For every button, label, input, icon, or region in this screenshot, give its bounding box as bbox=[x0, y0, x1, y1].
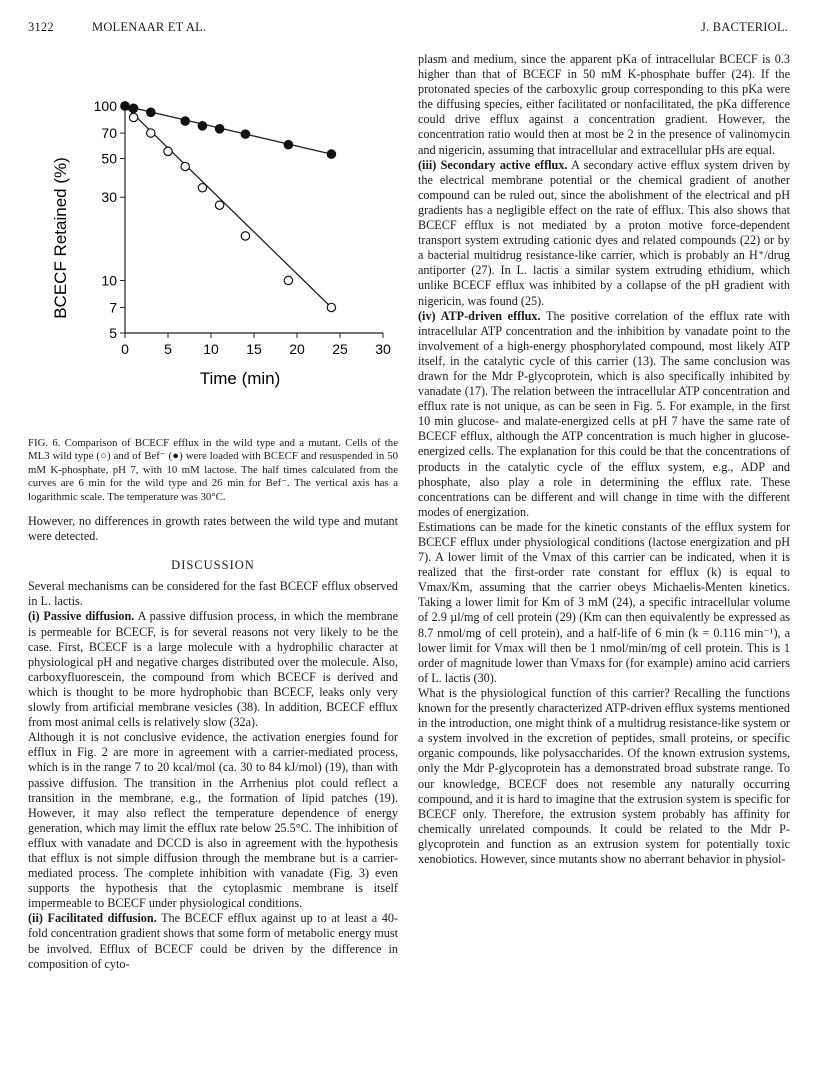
data-point-filled bbox=[241, 130, 249, 138]
x-tick-label: 25 bbox=[332, 341, 348, 357]
chart-axes bbox=[125, 106, 383, 333]
y-axis-label: BCECF Retained (%) bbox=[51, 157, 70, 319]
passive-text: A passive diffusion process, in which the membrane is permeable for BCECF, is for several reasons not very likely to be the case. First, BCECF is a large molecule with a hydrophilic character at physiological pH and negative charges distributed over the molecule. Also, carboxyfluorescein, the compound from which BCECF is derived and which is thought to be more hydrophobic than BCECF, leaks only very slowly from artificial membrane vesicles (38). In addition, BCECF efflux from most animal cells is relatively slow (32a). bbox=[28, 609, 398, 730]
data-point-filled bbox=[284, 141, 292, 149]
fit-line bbox=[125, 106, 331, 154]
data-point-filled bbox=[147, 108, 155, 116]
continued-paragraph: plasm and medium, since the apparent pKa of intracellular BCECF is 0.3 higher than that of BCECF in 50 mM K-phosphate buffer (24). If the protonated species of the carboxylic group corresponding to this pKa were the diffusing species, either facilitated or nonfacilitated, the pKa difference could drive efflux against a concentration gradient. However, the concentration ratio would then at most be 2 in the presence of valinomycin and nigericin, assuming that intracellular and extracellular pHs are equal. bbox=[418, 52, 790, 157]
secondary-text: A secondary active efflux system driven by the electrical membrane potential or the chemical gradient of another compound can be ruled out, since the abolishment of the electrical and pH gradients has a negligible effect on the rate of efflux. This also shows that BCECF efflux is not mediated by a proton motive force-dependent transport system extruding cationic dyes and related compounds (22) or by a bacterial multidrug resistance-like carrier, which is probably an H⁺/drug antiporter (27). In L. lactis a similar system extruding ethidium, which unlike BCECF efflux was inhibited by a collapse of the pH gradient with nigericin, was found (25). bbox=[418, 157, 791, 308]
facilitated-title: (ii) Facilitated diffusion. bbox=[28, 911, 157, 926]
data-point-filled bbox=[121, 102, 129, 110]
data-point-open bbox=[198, 184, 206, 192]
activation-paragraph: Although it is not conclusive evidence, the activation energies found for efflux in Fig. 2 are more in agreement with a carrier-mediated process, which is in the range 7 to 20 kcal/mol (ca. 30 to 84 kJ/mol) (19), than with passive diffusion. The transition in the Arrhenius plot could reflect a transition in the membrane, e.g., the formation of lipid patches (19). However, it may also reflect the temperature dependence of energy generation, which may limit the efflux rate below 25.5°C. The inhibition of efflux with vanadate and DCCD is also in agreement with the hypothesis that efflux is not simple diffusion through the membrane but is a carrier-mediated process. The complete inhibition with vanadate (Fig. 3) even supports the hypothesis that the cytoplasmic membrane is itself impermeable to BCECF under physiological conditions. bbox=[28, 730, 398, 911]
facilitated-text: The BCECF efflux against up to at least a 40-fold concentration gradient shows that some form of metabolic energy must be involved. Efflux of BCECF could be driven by the difference in composition of cyto- bbox=[28, 911, 398, 971]
facilitated-paragraph bbox=[28, 911, 398, 971]
fit-line bbox=[125, 106, 331, 308]
y-tick-label: 100 bbox=[93, 98, 117, 114]
right-column bbox=[418, 52, 790, 867]
running-authors: MOLENAAR ET AL. bbox=[92, 20, 207, 34]
data-point-open bbox=[284, 276, 292, 284]
data-point-open bbox=[215, 201, 223, 209]
x-tick-label: 15 bbox=[246, 341, 262, 357]
data-point-open bbox=[147, 129, 155, 137]
data-point-open bbox=[164, 147, 172, 155]
intro-paragraph: Several mechanisms can be considered for the fast BCECF efflux observed in L. lactis. bbox=[28, 579, 398, 609]
discussion-heading: DISCUSSION bbox=[171, 558, 255, 573]
left-column bbox=[28, 514, 398, 972]
data-point-filled bbox=[198, 122, 206, 130]
kinetics-paragraph: Estimations can be made for the kinetic constants of the efflux system for BCECF efflux under physiological conditions (lactose energization and pH 7). A lower limit of the Vmax of this carrier can be indicated, when it is realized that the first-order rate constant for efflux (k) is equal to Vmax/Km, assuming that the carrier obeys Michaelis-Menten kinetics. Taking a lower limit for Km of 3 mM (24), a specific intracellular volume of 2.9 µl/mg of cell protein (29) (Km can then equivalently be expressed as 8.7 nmol/mg of cell protein), and a half-life of 6 min (k = 0.116 min⁻¹), a lower limit for Vmax will then be 1 nmol/min/mg of cell protein. This is 1 order of magnitude lower than Vmaxs for (for example) amino acid carriers of L. lactis (30). bbox=[418, 519, 790, 685]
x-tick-label: 20 bbox=[289, 341, 305, 357]
figure-6-chart bbox=[28, 88, 400, 388]
data-point-filled bbox=[215, 125, 223, 133]
chart-fit-lines bbox=[125, 106, 331, 308]
atp-paragraph bbox=[418, 309, 790, 520]
atp-title: (iv) ATP-driven efflux. bbox=[418, 308, 541, 323]
y-tick-label: 10 bbox=[101, 272, 117, 289]
x-tick-label: 0 bbox=[121, 341, 129, 357]
data-point-filled bbox=[181, 117, 189, 125]
x-tick-label: 30 bbox=[375, 341, 391, 357]
data-point-open bbox=[241, 232, 249, 240]
function-paragraph: What is the physiological function of this carrier? Recalling the functions known for the presently characterized ATP-driven efflux systems mentioned in the introduction, one might think of a multidrug resistance-like system or a system involved in the excretion of peptides, small proteins, or specific organic compounds, like polysaccharides. Of the known extrusion systems, only the Mdr P-glycoprotein has a demonstrated broad substrate range. To our knowledge, BCECF does not resemble any naturally occurring compound, and it is hard to imagine that the extrusion system is specific for BCECF only. Therefore, the extrusion system probably has affinity for chemically unrelated compounds. It could be related to the Mdr P-glycoprotein and function as an extrusion system for potentially toxic xenobiotics. However, since mutants show no aberrant behavior in physiol- bbox=[418, 685, 790, 866]
y-tick-label: 7 bbox=[109, 299, 117, 316]
data-point-filled bbox=[327, 150, 335, 158]
x-tick-label: 10 bbox=[203, 341, 219, 357]
data-point-open bbox=[327, 303, 335, 311]
growth-paragraph: However, no differences in growth rates between the wild type and mutant were detected. bbox=[28, 514, 398, 544]
y-tick-label: 50 bbox=[101, 150, 117, 167]
data-point-open bbox=[181, 162, 189, 170]
y-tick-label: 30 bbox=[101, 189, 117, 206]
journal-name: J. BACTERIOL. bbox=[701, 20, 788, 34]
data-point-open bbox=[129, 113, 137, 121]
passive-paragraph bbox=[28, 609, 398, 730]
secondary-title: (iii) Secondary active efflux. bbox=[418, 157, 568, 172]
x-axis-label: Time (min) bbox=[199, 369, 281, 388]
atp-text: The positive correlation of the efflux rate with intracellular ATP concentration and the inhibition by vanadate point to the involvement of a high-energy phosphorylated compound, most likely ATP itself, in the catalytic cycle of this carrier (13). The same conclusion was drawn for the Mdr P-glycoprotein, which is also specifically inhibited by vanadate (17). The relation between the intracellular ATP concentration and efflux rate is not unique, as can be seen in Fig. 5. For example, in the first 10 min glucose- and malate-energized cells at pH 7 have the same rate of BCECF efflux, although the ATP concentration is much higher in glucose-energized cells. The explanation for this could be that the concentrations of products in the catalytic cycle of the efflux system, e.g., ADP and phosphate, also play a role in determining the efflux rate. These concentrations can be different and will change in time with the different modes of energization. bbox=[418, 308, 790, 519]
secondary-paragraph bbox=[418, 158, 790, 309]
page-number: 3122 bbox=[28, 20, 54, 34]
y-tick-label: 5 bbox=[109, 325, 117, 341]
y-tick-label: 70 bbox=[101, 125, 117, 142]
data-point-filled bbox=[129, 104, 137, 112]
passive-title: (i) Passive diffusion. bbox=[28, 609, 135, 624]
x-tick-label: 5 bbox=[164, 341, 172, 357]
figure-caption: FIG. 6. Comparison of BCECF efflux in the wild type and a mutant. Cells of the ML3 wild type (○) and of Bef⁻ (●) were loaded with BCECF and resuspended in 50 mM K-phosphate, pH 7, with 10 mM lactose. The half times calculated from the curves are 6 min for the wild type and 26 min for Bef⁻. The vertical axis has a logarithmic scale. The temperature was 30°C. bbox=[28, 437, 398, 503]
